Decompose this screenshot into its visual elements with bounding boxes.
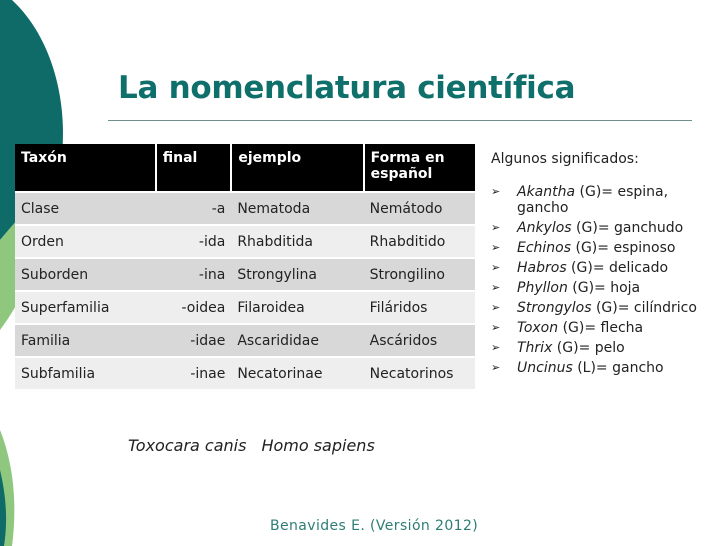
cell-taxon: Superfamilia bbox=[21, 299, 110, 316]
header-taxon: Taxón bbox=[15, 144, 156, 192]
title-divider bbox=[108, 120, 692, 121]
list-item bbox=[491, 240, 721, 256]
cell-espanol: Ascáridos bbox=[369, 332, 438, 349]
list-item bbox=[491, 300, 721, 316]
significados-heading: Algunos significados: bbox=[491, 151, 639, 167]
meaning: (L)= gancho bbox=[572, 360, 664, 376]
list-item bbox=[491, 320, 721, 336]
cell-espanol: Strongilino bbox=[369, 266, 445, 283]
significados-list bbox=[491, 184, 721, 376]
meaning: (G)= cilíndrico bbox=[591, 300, 697, 316]
species-examples bbox=[128, 436, 375, 455]
meaning: (G)= pelo bbox=[552, 340, 625, 356]
cell-ejemplo: Rhabditida bbox=[237, 233, 314, 250]
cell-final: -ida bbox=[198, 233, 226, 250]
significados-panel bbox=[491, 151, 721, 380]
meaning: (G)= delicado bbox=[566, 260, 669, 276]
meaning: (G)= espinoso bbox=[571, 240, 676, 256]
header-final: final bbox=[156, 144, 232, 192]
table-row bbox=[15, 291, 475, 324]
cell-espanol: Necatorinos bbox=[369, 365, 454, 382]
cell-ejemplo: Nematoda bbox=[237, 200, 311, 217]
cell-taxon: Familia bbox=[21, 332, 71, 349]
table-header-row bbox=[15, 144, 475, 192]
term: Thrix bbox=[517, 340, 553, 356]
cell-ejemplo: Strongylina bbox=[237, 266, 317, 283]
arrow-bullet-icon: ➢ bbox=[491, 261, 501, 274]
cell-taxon: Clase bbox=[21, 200, 60, 217]
cell-ejemplo: Necatorinae bbox=[237, 365, 323, 382]
cell-final: -idae bbox=[190, 332, 226, 349]
arrow-bullet-icon: ➢ bbox=[491, 341, 501, 354]
cell-final: -ina bbox=[198, 266, 226, 283]
cell-ejemplo: Ascarididae bbox=[237, 332, 319, 349]
table-row bbox=[15, 324, 475, 357]
cell-espanol: Rhabditido bbox=[369, 233, 446, 250]
list-item bbox=[491, 280, 721, 296]
list-item bbox=[491, 340, 721, 356]
cell-ejemplo: Filaroidea bbox=[237, 299, 305, 316]
list-item bbox=[491, 184, 721, 216]
list-item bbox=[491, 220, 721, 236]
meaning: (G)= hoja bbox=[567, 280, 641, 296]
table-row bbox=[15, 192, 475, 225]
table-row bbox=[15, 225, 475, 258]
header-ejemplo: ejemplo bbox=[231, 144, 363, 192]
term: Ankylos bbox=[517, 220, 572, 236]
term: Uncinus bbox=[517, 360, 573, 376]
cell-taxon: Orden bbox=[21, 233, 64, 250]
cell-final: -a bbox=[211, 200, 226, 217]
cell-taxon: Suborden bbox=[21, 266, 89, 283]
taxon-table bbox=[15, 144, 475, 389]
list-item bbox=[491, 260, 721, 276]
header-forma-espanol: Forma en español bbox=[364, 144, 475, 192]
arrow-bullet-icon: ➢ bbox=[491, 301, 501, 314]
term: Akantha bbox=[517, 184, 576, 200]
term: Toxon bbox=[517, 320, 559, 336]
table-row bbox=[15, 258, 475, 291]
arrow-bullet-icon: ➢ bbox=[491, 321, 501, 334]
meaning: (G)= espina, gancho bbox=[517, 184, 669, 216]
example-species: Homo sapiens bbox=[261, 436, 375, 455]
arrow-bullet-icon: ➢ bbox=[491, 241, 501, 254]
term: Habros bbox=[517, 260, 567, 276]
arrow-bullet-icon: ➢ bbox=[491, 361, 501, 374]
term: Phyllon bbox=[517, 280, 568, 296]
meaning: (G)= ganchudo bbox=[571, 220, 684, 236]
arrow-bullet-icon: ➢ bbox=[491, 281, 501, 294]
arrow-bullet-icon: ➢ bbox=[491, 185, 501, 198]
table-row bbox=[15, 357, 475, 389]
arrow-bullet-icon: ➢ bbox=[491, 221, 501, 234]
cell-final: -inae bbox=[190, 365, 226, 382]
term: Echinos bbox=[517, 240, 572, 256]
cell-taxon: Subfamilia bbox=[21, 365, 96, 382]
example-species: Toxocara canis bbox=[128, 436, 247, 455]
footer-credit: Benavides E. (Versión 2012) bbox=[270, 518, 479, 534]
cell-espanol: Filáridos bbox=[369, 299, 428, 316]
cell-espanol: Nemátodo bbox=[369, 200, 443, 217]
slide-title: La nomenclatura científica bbox=[118, 70, 576, 106]
cell-final: -oidea bbox=[181, 299, 226, 316]
meaning: (G)= flecha bbox=[558, 320, 644, 336]
term: Strongylos bbox=[517, 300, 592, 316]
list-item bbox=[491, 360, 721, 376]
